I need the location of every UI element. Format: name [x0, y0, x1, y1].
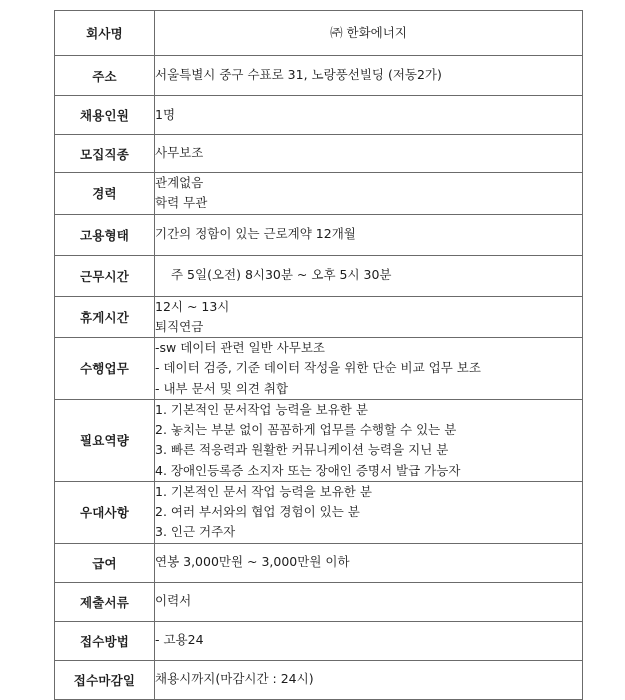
label-duties: 수행업무 — [55, 338, 155, 400]
row-headcount — [55, 96, 583, 135]
row-job-type — [55, 135, 583, 173]
value-line-duties-1: -sw 데이터 관련 일반 사무보조 — [155, 340, 325, 355]
value-line-address-1: 서울특별시 중구 수표로 31, 노랑풍선빌딩 (저동2가) — [155, 67, 442, 83]
value-experience — [155, 173, 583, 215]
value-documents — [155, 582, 583, 621]
row-preferred — [55, 481, 583, 543]
label-preferred: 우대사항 — [55, 481, 155, 543]
value-line-salary-1: 연봉 3,000만원 ~ 3,000만원 이하 — [155, 554, 350, 570]
value-line-break-time-2: 퇴직연금 — [155, 318, 204, 334]
row-employment-type — [55, 214, 583, 255]
value-line-experience-1: 관계없음 — [155, 175, 204, 190]
label-work-hours: 근무시간 — [55, 255, 155, 296]
label-experience: 경력 — [55, 173, 155, 215]
value-job-type — [155, 135, 583, 173]
value-line-requirements-3: 3. 빠른 적응력과 원활한 커뮤니케이션 능력을 지닌 분 — [155, 442, 449, 458]
value-line-preferred-1: 1. 기본적인 문서 작업 능력을 보유한 분 — [155, 483, 372, 499]
value-line-duties-3: - 내부 문서 및 의견 취합 — [155, 380, 289, 396]
value-line-preferred-3: 3. 인근 거주자 — [155, 524, 236, 540]
value-duties — [155, 338, 583, 400]
value-line-headcount-1: 1명 — [155, 106, 176, 122]
value-line-work-hours-1: 주 5일(오전) 8시30분 ~ 오후 5시 30분 — [171, 267, 392, 283]
row-break-time — [55, 296, 583, 338]
value-line-documents-1: 이력서 — [155, 593, 192, 609]
value-line-duties-2: - 데이터 검증, 기준 데이터 작성을 위한 단순 비교 업무 보조 — [155, 360, 481, 376]
row-address — [55, 56, 583, 96]
row-requirements — [55, 399, 583, 481]
value-line-requirements-2: 2. 놓치는 부분 없이 꼼꼼하게 업무를 수행할 수 있는 분 — [155, 422, 457, 437]
value-headcount — [155, 96, 583, 135]
value-line-apply-method-1: - 고용24 — [155, 632, 204, 648]
value-line-deadline-1: 채용시까지(마감시간 : 24시) — [155, 671, 314, 687]
label-break-time: 휴게시간 — [55, 296, 155, 338]
label-apply-method: 접수방법 — [55, 621, 155, 660]
job-posting-table-body — [55, 11, 583, 700]
value-line-requirements-4: 4. 장애인등록증 소지자 또는 장애인 증명서 발급 가능자 — [155, 462, 461, 478]
value-employment-type — [155, 214, 583, 255]
value-company — [155, 11, 583, 56]
value-work-hours — [155, 255, 583, 296]
value-salary — [155, 543, 583, 582]
label-job-type: 모집직종 — [55, 135, 155, 173]
label-deadline: 접수마감일 — [55, 660, 155, 699]
row-experience — [55, 173, 583, 215]
row-documents — [55, 582, 583, 621]
row-duties — [55, 338, 583, 400]
value-break-time — [155, 296, 583, 338]
label-address: 주소 — [55, 56, 155, 96]
row-work-hours — [55, 255, 583, 296]
label-company: 회사명 — [55, 11, 155, 56]
value-line-requirements-1: 1. 기본적인 문서작업 능력을 보유한 분 — [155, 401, 368, 417]
row-deadline — [55, 660, 583, 699]
label-headcount: 채용인원 — [55, 96, 155, 135]
label-salary: 급여 — [55, 543, 155, 582]
value-deadline — [155, 660, 583, 699]
value-line-experience-2: 학력 무관 — [155, 195, 208, 211]
label-requirements: 필요역량 — [55, 399, 155, 481]
value-line-break-time-1: 12시 ~ 13시 — [155, 298, 230, 314]
value-line-job-type-1: 사무보조 — [155, 145, 204, 161]
value-line-company-1: ㈜ 한화에너지 — [330, 24, 407, 40]
value-line-preferred-2: 2. 여러 부서와의 협업 경험이 있는 분 — [155, 504, 360, 519]
job-posting-table — [54, 10, 583, 700]
value-requirements — [155, 399, 583, 481]
label-documents: 제출서류 — [55, 582, 155, 621]
value-line-employment-type-1: 기간의 정함이 있는 근로계약 12개월 — [155, 226, 356, 242]
value-preferred — [155, 481, 583, 543]
label-employment-type: 고용형태 — [55, 214, 155, 255]
row-apply-method — [55, 621, 583, 660]
value-address — [155, 56, 583, 96]
row-salary — [55, 543, 583, 582]
row-company — [55, 11, 583, 56]
value-apply-method — [155, 621, 583, 660]
